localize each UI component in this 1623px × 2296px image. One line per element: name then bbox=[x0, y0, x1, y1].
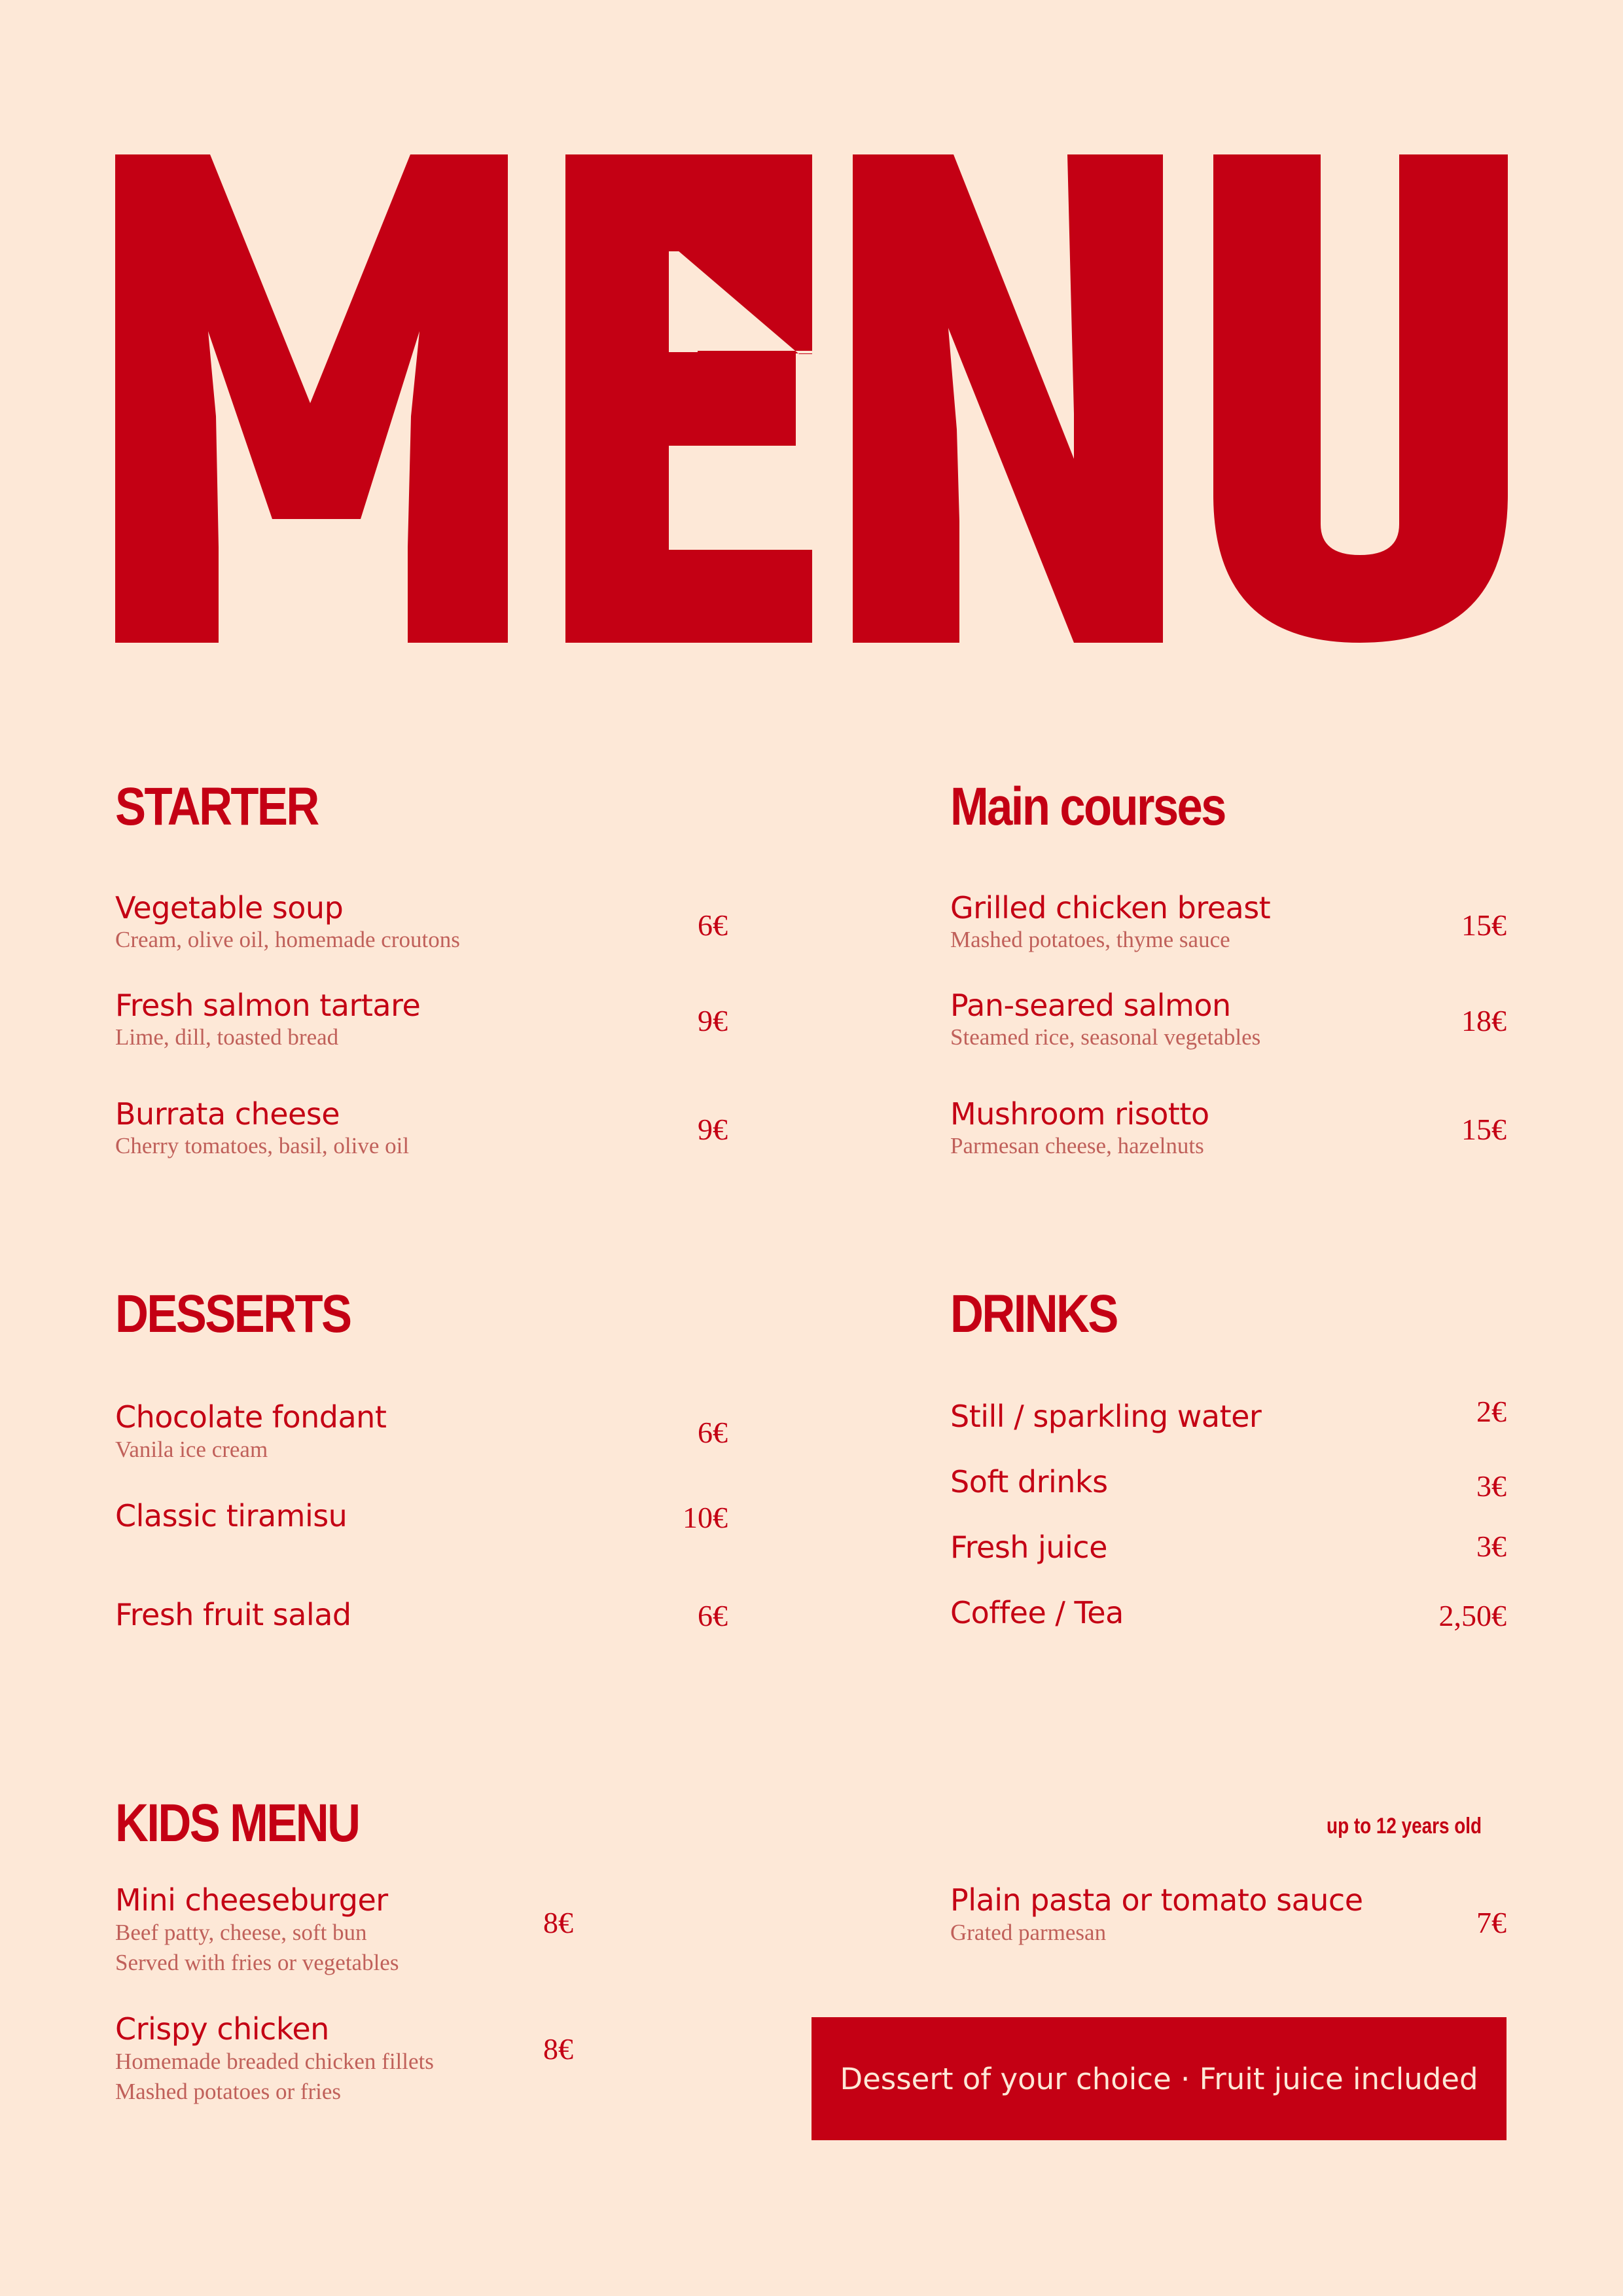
main-item-name: Grilled chicken breast bbox=[950, 890, 1271, 925]
dessert-item-name: Chocolate fondant bbox=[115, 1399, 387, 1435]
starter-item-description: Lime, dill, toasted bread bbox=[115, 1024, 339, 1050]
kids-item-price: 8€ bbox=[543, 2032, 573, 2066]
menu-title bbox=[115, 154, 1508, 643]
title-letter-m bbox=[115, 154, 508, 643]
starter-item-name: Burrata cheese bbox=[115, 1096, 340, 1132]
kids-item-description: Grated parmesan bbox=[950, 1920, 1107, 1945]
title-letter-n bbox=[853, 154, 1163, 643]
starter-item-price: 6€ bbox=[698, 908, 728, 942]
main-item-name: Pan-seared salmon bbox=[950, 988, 1231, 1023]
drink-item-price: 3€ bbox=[1476, 1530, 1507, 1563]
dessert-item-description: Vanila ice cream bbox=[115, 1437, 268, 1462]
main-item-description: Parmesan cheese, hazelnuts bbox=[950, 1133, 1204, 1158]
main-item-description: Steamed rice, seasonal vegetables bbox=[950, 1024, 1261, 1050]
kids-item-name: Mini cheeseburger bbox=[115, 1882, 388, 1918]
desserts-heading: DESSERTS bbox=[115, 1284, 351, 1344]
dessert-item-name: Fresh fruit salad bbox=[115, 1597, 351, 1632]
dessert-item-price: 6€ bbox=[698, 1599, 728, 1632]
kids-item-description: Mashed potatoes or fries bbox=[115, 2079, 342, 2104]
drinks-heading: DRINKS bbox=[950, 1284, 1117, 1344]
kids-item-description: Beef patty, cheese, soft bun bbox=[115, 1920, 367, 1945]
starter-item-description: Cream, olive oil, homemade croutons bbox=[115, 927, 460, 952]
starter-item-price: 9€ bbox=[698, 1004, 728, 1037]
main-item-description: Mashed potatoes, thyme sauce bbox=[950, 927, 1230, 952]
starter-item-price: 9€ bbox=[698, 1113, 728, 1146]
starter-item-description: Cherry tomatoes, basil, olive oil bbox=[115, 1133, 410, 1158]
drink-item-price: 3€ bbox=[1476, 1469, 1507, 1503]
drink-item-price: 2,50€ bbox=[1438, 1599, 1507, 1632]
main-courses-heading: Main courses bbox=[950, 777, 1225, 836]
kids-item-description: Homemade breaded chicken fillets bbox=[115, 2049, 434, 2074]
drink-item-price: 2€ bbox=[1476, 1395, 1507, 1428]
dessert-item-price: 6€ bbox=[698, 1416, 728, 1449]
kids-item-description: Served with fries or vegetables bbox=[115, 1950, 399, 1975]
dessert-item-price: 10€ bbox=[683, 1501, 728, 1534]
kids-menu-heading: KIDS MENU bbox=[115, 1793, 359, 1853]
kids-menu-banner bbox=[812, 2017, 1507, 2140]
dessert-item-name: Classic tiramisu bbox=[115, 1498, 348, 1534]
starter-item-name: Fresh salmon tartare bbox=[115, 988, 421, 1023]
drink-item-name: Fresh juice bbox=[950, 1530, 1107, 1565]
main-item-price: 15€ bbox=[1461, 1113, 1507, 1146]
kids-menu-banner-text: Dessert of your choice · Fruit juice included bbox=[840, 2061, 1478, 2096]
kids-item-price: 7€ bbox=[1476, 1906, 1507, 1939]
drink-item-name: Still / sparkling water bbox=[950, 1399, 1262, 1434]
starter-item-name: Vegetable soup bbox=[115, 890, 344, 925]
kids-item-price: 8€ bbox=[543, 1906, 573, 1939]
main-item-price: 18€ bbox=[1461, 1004, 1507, 1037]
drink-item-name: Coffee / Tea bbox=[950, 1595, 1124, 1630]
kids-item-name: Crispy chicken bbox=[115, 2011, 329, 2047]
kids-item-name: Plain pasta or tomato sauce bbox=[950, 1882, 1363, 1918]
drink-item-name: Soft drinks bbox=[950, 1464, 1108, 1499]
main-item-name: Mushroom risotto bbox=[950, 1096, 1209, 1132]
kids-age-note: up to 12 years old bbox=[1326, 1814, 1482, 1839]
starter-heading: STARTER bbox=[115, 777, 318, 836]
title-letter-u bbox=[1213, 154, 1508, 643]
main-item-price: 15€ bbox=[1461, 908, 1507, 942]
